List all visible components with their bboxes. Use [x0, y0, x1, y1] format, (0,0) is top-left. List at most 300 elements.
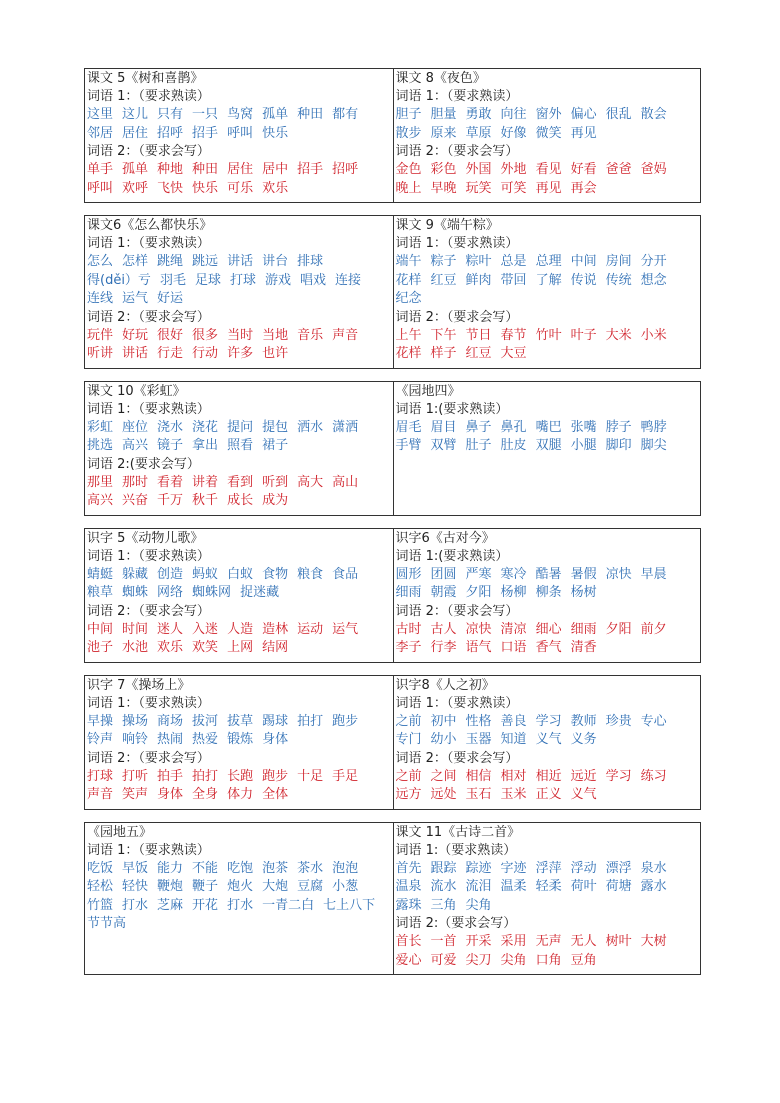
vocab-word: 寒冷 [500, 566, 527, 582]
vocab-word: 古人 [430, 621, 457, 637]
vocab-word: 端午 [395, 254, 422, 269]
read-words-list [396, 713, 699, 750]
vocab-word: 泡茶 [262, 860, 289, 876]
word-group-label: 词语 1:(要求熟读） [395, 548, 509, 564]
vocab-word: 相信 [465, 768, 492, 784]
vocab-word: 清香 [570, 640, 597, 655]
vocab-word: 早晨 [640, 566, 667, 582]
vocab-word: 那时 [122, 474, 149, 490]
vocab-word: 吃饭 [87, 860, 114, 876]
vocab-word: 春节 [500, 327, 527, 343]
vocab-word: 招手 [192, 125, 219, 141]
vocab-word: 爸爸 [605, 162, 632, 177]
word-group-label: 词语 2：（要求会写） [87, 750, 210, 766]
vocab-word: 很乱 [605, 107, 632, 122]
vocab-word: 豆角 [570, 952, 597, 968]
word-group-label: 词语 1：（要求熟读） [87, 401, 210, 417]
lesson-cell [393, 529, 701, 662]
vocab-word: 也许 [262, 346, 289, 361]
vocab-word: 邻居 [87, 125, 114, 141]
vocab-word: 欢乐 [262, 180, 289, 196]
vocab-word: 身体 [157, 787, 184, 802]
lesson-cell [393, 69, 701, 202]
vocab-word: 嘴巴 [535, 419, 562, 435]
vocab-word: 下午 [430, 327, 457, 343]
vocab-word: 全身 [192, 787, 219, 802]
vocab-word: 采用 [500, 934, 527, 949]
vocab-word: 跑步 [262, 768, 289, 784]
vocab-word: 酷暑 [535, 566, 562, 582]
vocab-word: 分开 [640, 254, 667, 269]
vocab-word: 游戏 [264, 272, 291, 288]
vocab-word: 种地 [157, 162, 184, 177]
word-group-label: 词语 1：（要求熟读） [395, 695, 519, 711]
lesson-cell [85, 529, 393, 662]
vocab-word: 流水 [430, 879, 457, 894]
vocab-word: 轻松 [87, 879, 114, 894]
vocab-word: 双腿 [535, 438, 562, 453]
vocab-word: 羽毛 [159, 272, 186, 288]
vocab-word: 外地 [500, 162, 527, 177]
vocab-word: 一首 [430, 934, 457, 949]
vocab-word: 想念 [640, 272, 667, 288]
vocab-word: 窗外 [535, 107, 562, 122]
vocab-word: 单手 [87, 162, 114, 177]
vocab-word: 招呼 [157, 125, 184, 141]
vocab-word: 传说 [570, 272, 597, 288]
vocab-word: 散会 [640, 107, 667, 122]
lesson-cell [85, 69, 393, 202]
vocab-word: 创造 [157, 566, 184, 582]
vocab-word: 锻炼 [227, 732, 254, 747]
word-group-label: 词语 2：（要求会写） [395, 144, 519, 159]
vocab-word: 人造 [227, 621, 254, 637]
vocab-word: 脖子 [605, 419, 632, 435]
vocab-word: 招呼 [332, 162, 359, 177]
vocab-word: 连接 [335, 272, 362, 288]
vocab-word: 看到 [227, 474, 254, 490]
lesson-title: 识字 5《动物儿歌》 [87, 530, 204, 546]
vocab-word: 流泪 [465, 879, 492, 894]
vocab-word: 义气 [570, 787, 597, 802]
vocab-word: 细心 [535, 621, 562, 637]
vocab-word: 微笑 [535, 125, 562, 141]
vocab-word: 芝麻 [157, 897, 184, 913]
vocab-word: 打球 [229, 272, 256, 288]
word-group-label: 词语 1:（要求熟读） [395, 842, 517, 858]
vocab-word: 捉迷藏 [240, 585, 280, 600]
vocab-word: 跳绳 [157, 254, 184, 269]
read-words-list [396, 860, 699, 916]
vocab-word: 许多 [227, 346, 254, 361]
vocab-word: 晚上 [395, 180, 422, 196]
vocab-word: 粽叶 [465, 254, 492, 269]
vocab-word: 散步 [395, 125, 422, 141]
vocab-word: 高兴 [87, 493, 114, 508]
vocab-word: 勇敢 [465, 107, 492, 122]
vocab-word: 踪迹 [465, 860, 492, 876]
read-words-list [396, 253, 699, 309]
vocab-word: 操场 [122, 713, 149, 729]
lesson-title: 课文 9《端午粽》 [395, 218, 499, 233]
vocab-word: 草原 [465, 125, 492, 141]
vocab-word: 照看 [227, 438, 254, 453]
vocab-word: 可乐 [227, 180, 254, 196]
vocab-word: 兴奋 [122, 493, 149, 508]
vocab-word: 居住 [227, 162, 254, 177]
read-words-list [87, 713, 391, 750]
vocab-word: 蜘蛛网 [192, 585, 232, 600]
vocab-word: 叶子 [570, 327, 597, 343]
vocab-word: 再见 [535, 180, 562, 196]
vocab-word: 小葱 [332, 879, 359, 894]
vocab-word: 花样 [395, 272, 422, 288]
vocab-word: 茶水 [297, 860, 324, 876]
vocab-word: 柳条 [535, 585, 562, 600]
vocab-word: 跑步 [332, 713, 359, 729]
lesson-row [84, 675, 701, 810]
vocab-word: 拍打 [192, 768, 219, 784]
lesson-cell [393, 823, 701, 975]
vocab-word: 连线 [87, 291, 114, 306]
vocab-word: 看着 [157, 474, 184, 490]
vocab-word: 房间 [605, 254, 632, 269]
vocab-word: 蜘蛛 [122, 585, 149, 600]
lesson-row [84, 381, 701, 516]
write-words-list [87, 621, 391, 658]
vocab-word: 热爱 [192, 732, 219, 747]
vocab-word: 手足 [332, 768, 359, 784]
vocab-word: 跟踪 [430, 860, 457, 876]
vocab-word: 好运 [157, 291, 184, 306]
vocab-word: 高山 [332, 474, 359, 490]
vocab-word: 提问 [227, 419, 254, 435]
vocab-word: 前夕 [640, 621, 667, 637]
vocab-word: 脚印 [605, 438, 632, 453]
vocab-word: 讲话 [122, 346, 149, 361]
vocab-word: 打水 [122, 897, 149, 913]
vocab-word: 挑选 [87, 438, 114, 453]
vocab-word: 总是 [500, 254, 527, 269]
vocab-word: 七上八下 [323, 897, 376, 913]
vocab-word: 池子 [87, 640, 114, 655]
vocab-word: 千万 [157, 493, 184, 508]
vocab-word: 夕阳 [465, 585, 492, 600]
vocab-word: 上网 [227, 640, 254, 655]
vocab-word: 居中 [262, 162, 289, 177]
vocab-word: 偏心 [570, 107, 597, 122]
vocab-word: 只有 [157, 107, 184, 122]
vocab-word: 好看 [570, 162, 597, 177]
vocab-word: 炮火 [227, 879, 254, 894]
vocab-word: 十足 [297, 768, 324, 784]
vocab-word: 轻柔 [535, 879, 562, 894]
word-group-label: 词语 2：（要求会写） [395, 309, 519, 325]
vocab-word: 秋千 [192, 493, 219, 508]
vocab-word: 这儿 [122, 107, 149, 122]
vocab-word: 很多 [192, 327, 219, 343]
vocab-word: 鸭脖 [640, 419, 667, 435]
lesson-cell [85, 382, 393, 515]
word-group-label: 词语 1：（要求熟读） [395, 89, 519, 104]
vocab-word: 早晚 [430, 180, 457, 196]
vocab-word: 温泉 [395, 879, 422, 894]
vocab-word: 浇水 [157, 419, 184, 435]
vocab-word: 小腿 [570, 438, 597, 453]
vocab-word: 专门 [395, 732, 422, 747]
vocab-word: 飞快 [157, 180, 184, 196]
vocab-word: 食品 [332, 566, 359, 582]
vocab-word: 再会 [570, 180, 597, 196]
vocab-word: 早操 [87, 713, 114, 729]
word-group-label: 词语 1：（要求熟读） [87, 89, 210, 104]
write-words-list [87, 161, 391, 198]
vocab-word: 裙子 [262, 438, 289, 453]
vocab-word: 座位 [122, 419, 149, 435]
vocab-word: 节日 [465, 327, 492, 343]
vocab-word: 凉快 [465, 621, 492, 637]
vocab-word: 向往 [500, 107, 527, 122]
vocab-word: 快乐 [262, 125, 289, 141]
vocab-word: 中间 [87, 621, 114, 637]
vocab-word: 泉水 [640, 860, 667, 876]
vocab-word: 荷塘 [605, 879, 632, 894]
vocab-word: 上午 [395, 327, 422, 343]
vocab-word: 躲藏 [122, 566, 149, 582]
word-group-label: 词语 2：（要求会写） [87, 144, 210, 159]
vocab-word: 暑假 [570, 566, 597, 582]
word-group-label: 词语 2：（要求会写） [87, 309, 210, 325]
vocab-word: 那里 [87, 474, 114, 490]
vocab-word: 泡泡 [332, 860, 359, 876]
vocab-word: 脚尖 [640, 438, 667, 453]
vocab-word: 玩笑 [465, 180, 492, 196]
vocab-word: 长跑 [227, 768, 254, 784]
vocab-word: 高兴 [122, 438, 149, 453]
word-group-label: 词语 1：（要求熟读） [87, 695, 210, 711]
vocab-word: 吃饱 [227, 860, 254, 876]
write-words-list [396, 768, 699, 805]
write-words-list [87, 327, 391, 364]
vocab-word: 怎么 [87, 254, 114, 269]
vocab-word: 声音 [87, 787, 114, 802]
vocab-word: 成长 [227, 493, 254, 508]
vocab-word: 开花 [192, 897, 219, 913]
vocab-word: 足球 [194, 272, 221, 288]
lesson-cell [393, 216, 701, 368]
vocab-word: 树叶 [605, 934, 632, 949]
vocab-word: 造林 [262, 621, 289, 637]
vocab-word: 爱心 [395, 952, 422, 968]
vocab-word: 拔河 [192, 713, 219, 729]
vocab-word: 口语 [500, 640, 527, 655]
vocab-word: 笑声 [122, 787, 149, 802]
vocab-word: 中间 [570, 254, 597, 269]
vocab-word: 拿出 [192, 438, 219, 453]
vocab-word: 露水 [640, 879, 667, 894]
read-words-list [87, 253, 391, 309]
vocab-word: 远方 [395, 787, 422, 802]
vocab-word: 正义 [535, 787, 562, 802]
vocab-word: 红豆 [465, 346, 492, 361]
vocab-word: 团圆 [430, 566, 457, 582]
vocab-word: 洒水 [297, 419, 324, 435]
vocab-word: 欢乐 [157, 640, 184, 655]
vocab-word: 无声 [535, 934, 562, 949]
vocab-word: 种田 [297, 107, 324, 122]
vocab-word: 行动 [192, 346, 219, 361]
lesson-title: 课文 11《古诗二首》 [395, 824, 521, 840]
vocab-word: 远近 [570, 768, 597, 784]
vocab-word: 能力 [157, 860, 184, 876]
vocab-word: 义气 [535, 732, 562, 747]
lesson-title: 课文 5《树和喜鹊》 [87, 71, 204, 86]
vocab-word: 孤单 [262, 107, 289, 122]
vocab-word: 彩色 [430, 162, 457, 177]
vocab-word: 居住 [122, 125, 149, 141]
vocab-word: 胆子 [395, 107, 422, 122]
vocab-word: 温柔 [500, 879, 527, 894]
vocab-word: 清凉 [500, 621, 527, 637]
lesson-row [84, 68, 701, 203]
vocab-word: 荷叶 [570, 879, 597, 894]
vocab-word: 一青二白 [262, 897, 315, 913]
vocab-word: 粮食 [297, 566, 324, 582]
vocab-word: 讲着 [192, 474, 219, 490]
vocab-word: 体力 [227, 787, 254, 802]
vocab-word: 珍贵 [605, 713, 632, 729]
vocab-word: 鞭炮 [157, 879, 184, 894]
vocab-word: 知道 [500, 732, 527, 747]
vocab-word: 轻快 [122, 879, 149, 894]
lesson-title: 识字6《古对今》 [395, 530, 495, 546]
vocab-word: 浇花 [192, 419, 219, 435]
vocab-word: 尖角 [465, 897, 492, 913]
vocab-word: 好像 [500, 125, 527, 141]
vocab-word: 声音 [332, 327, 359, 343]
vocab-word: 性格 [465, 713, 492, 729]
vocab-word: 带回 [500, 272, 527, 288]
vocab-word: 看见 [535, 162, 562, 177]
vocab-word: 语气 [465, 640, 492, 655]
vocab-word: 细雨 [395, 585, 422, 600]
vocab-word: 迷人 [157, 621, 184, 637]
read-words-list [87, 860, 391, 934]
vocab-word: 原来 [430, 125, 457, 141]
vocab-word: 相对 [500, 768, 527, 784]
vocab-word: 练习 [640, 768, 667, 784]
vocab-word: 肚皮 [500, 438, 527, 453]
vocab-word: 幼小 [430, 732, 457, 747]
vocab-word: 尖刀 [465, 952, 492, 968]
vocab-word: 都有 [332, 107, 359, 122]
vocab-word: 香气 [535, 640, 562, 655]
vocab-word: 鸟窝 [227, 107, 254, 122]
vocab-word: 彩虹 [87, 419, 114, 435]
word-group-label: 词语 2:(要求会写） [87, 456, 200, 472]
vocab-word: 打听 [122, 768, 149, 784]
vocab-word: 白蚁 [227, 566, 254, 582]
vocab-word: 金色 [395, 162, 422, 177]
vocab-word: 善良 [500, 713, 527, 729]
vocab-word: 讲话 [227, 254, 254, 269]
vocab-word: 得(děi）亏 [87, 272, 151, 288]
word-group-label: 词语 1：（要求熟读） [87, 842, 210, 858]
vocab-word: 传统 [605, 272, 632, 288]
vocab-word: 快乐 [192, 180, 219, 196]
vocab-word: 浮萍 [535, 860, 562, 876]
lesson-title: 课文 8《夜色》 [395, 71, 486, 86]
vocab-word: 大炮 [262, 879, 289, 894]
vocab-word: 豆腐 [297, 879, 324, 894]
vocab-word: 口角 [535, 952, 562, 968]
vocab-word: 凉快 [605, 566, 632, 582]
vocab-word: 严寒 [465, 566, 492, 582]
lesson-title: 课文 10《彩虹》 [87, 383, 186, 399]
vocab-word: 听讲 [87, 346, 114, 361]
vocab-word: 胆量 [430, 107, 457, 122]
vocab-word: 行走 [157, 346, 184, 361]
vocab-word: 三角 [430, 897, 457, 913]
lesson-cell [393, 382, 701, 515]
vocab-word: 之前 [395, 768, 422, 784]
write-words-list [87, 768, 391, 805]
vocab-word: 玉器 [465, 732, 492, 747]
vocab-word: 运气 [122, 291, 149, 306]
vocab-word: 鼻孔 [500, 419, 527, 435]
vocab-word: 听到 [262, 474, 289, 490]
vocab-word: 双臂 [430, 438, 457, 453]
vocab-word: 不能 [192, 860, 219, 876]
vocab-word: 远处 [430, 787, 457, 802]
vocab-word: 热闹 [157, 732, 184, 747]
vocab-word: 欢笑 [192, 640, 219, 655]
vocab-word: 好玩 [122, 327, 149, 343]
vocab-word: 玉米 [500, 787, 527, 802]
vocab-word: 尖角 [500, 952, 527, 968]
write-words-list [87, 474, 391, 511]
vocab-word: 玉石 [465, 787, 492, 802]
vocab-word: 杨柳 [500, 585, 527, 600]
vocab-word: 入迷 [192, 621, 219, 637]
vocab-word: 张嘴 [570, 419, 597, 435]
vocab-word: 高大 [297, 474, 324, 490]
lesson-cell [85, 676, 393, 809]
word-group-label: 词语 2:（要求会写） [395, 916, 517, 931]
word-group-label: 词语 2：（要求会写） [87, 603, 210, 619]
vocab-word: 大米 [605, 327, 632, 343]
lesson-row [84, 822, 701, 976]
write-words-list [396, 933, 699, 970]
vocab-word: 再见 [570, 125, 597, 141]
vocab-word: 鞭子 [192, 879, 219, 894]
read-words-list [396, 419, 699, 456]
read-words-list [87, 566, 391, 603]
vocab-word: 运气 [332, 621, 359, 637]
lesson-title: 识字 7《操场上》 [87, 677, 191, 693]
vocab-word: 欢呼 [122, 180, 149, 196]
vocab-word: 杨树 [570, 585, 597, 600]
word-group-label: 词语 2：（要求会写） [395, 750, 519, 766]
lesson-title: 《园地五》 [87, 824, 153, 840]
vocab-word: 鼻子 [465, 419, 492, 435]
vocab-word: 成为 [262, 493, 289, 508]
vocab-word: 学习 [535, 713, 562, 729]
read-words-list [87, 106, 391, 143]
vocab-word: 踢球 [262, 713, 289, 729]
vocab-word: 相近 [535, 768, 562, 784]
read-words-list [396, 106, 699, 143]
